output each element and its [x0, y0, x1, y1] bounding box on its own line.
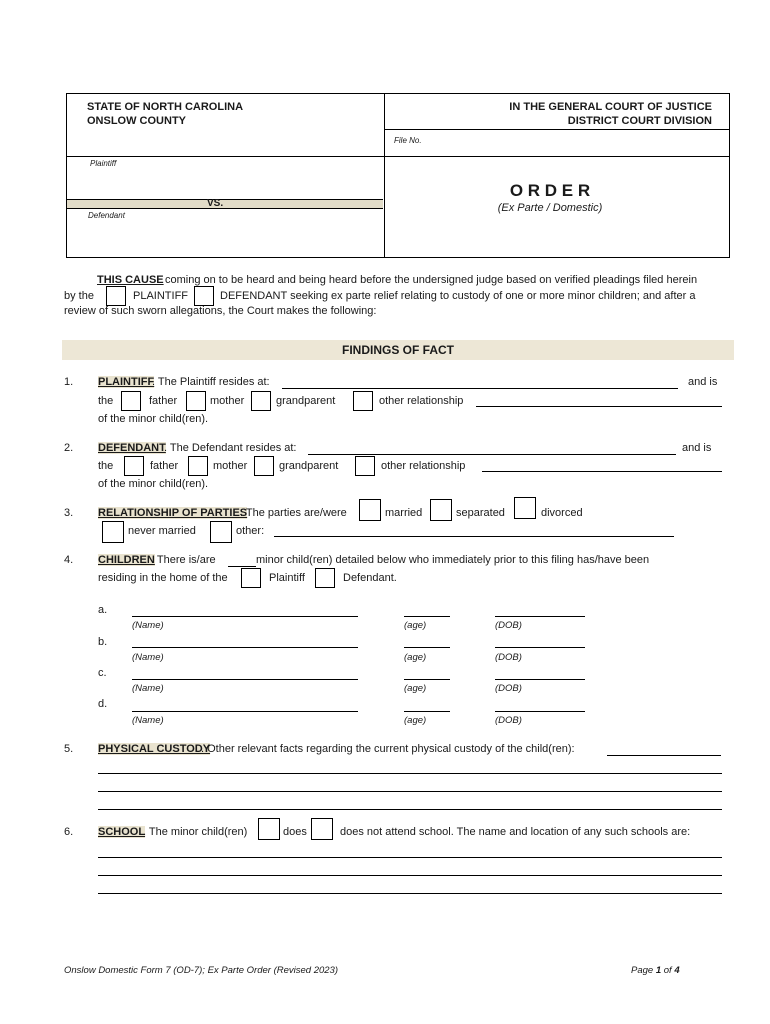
item-6-number: 6. — [64, 826, 74, 838]
footer-page — [631, 965, 680, 976]
county-label: ONSLOW COUNTY — [87, 115, 186, 127]
children-plaintiff-checkbox[interactable] — [241, 568, 261, 588]
child-age-caption: (age) — [404, 652, 427, 663]
physical-custody-text: . Other relevant facts regarding the current physical custody of the child(ren): — [201, 743, 575, 755]
footer-form-label: Onslow Domestic Form 7 (OD-7); Ex Parte Order (Revised 2023) — [64, 965, 338, 976]
plaintiff-grandparent: grandparent — [276, 395, 336, 407]
physical-custody-line[interactable] — [98, 773, 722, 774]
plaintiff-address-field[interactable] — [282, 388, 678, 389]
divorced-label: divorced — [541, 507, 583, 519]
court-label: IN THE GENERAL COURT OF JUSTICE — [509, 101, 712, 113]
plaintiff-and-is: and is — [688, 376, 718, 388]
other-relationship-field[interactable] — [274, 536, 674, 537]
item-4-number: 4. — [64, 554, 74, 566]
child-age-field[interactable] — [404, 711, 450, 712]
school-does-not-checkbox[interactable] — [311, 818, 333, 840]
plaintiff-mother: mother — [210, 395, 245, 407]
child-name-field[interactable] — [132, 711, 358, 712]
child-name-caption: (Name) — [132, 683, 164, 694]
children-section-title: CHILDREN — [98, 554, 155, 566]
children-defendant-checkbox[interactable] — [315, 568, 335, 588]
child-row-letter: a. — [98, 604, 108, 616]
defendant-the: the — [98, 460, 114, 472]
plaintiff-caption-label: Plaintiff — [90, 159, 117, 168]
defendant-mother-checkbox[interactable] — [188, 456, 208, 476]
child-row-letter: d. — [98, 698, 108, 710]
findings-header: FINDINGS OF FACT — [342, 343, 454, 357]
footer-page-total: 4 — [674, 965, 680, 976]
plaintiff-of-minor: of the minor child(ren). — [98, 413, 209, 425]
school-text-1: . The minor child(ren) — [143, 826, 248, 838]
caption-vertical-divider — [384, 93, 385, 258]
plaintiff-mother-checkbox[interactable] — [186, 391, 206, 411]
intro-plaintiff-checkbox[interactable] — [106, 286, 126, 306]
item-3-number: 3. — [64, 507, 74, 519]
physical-custody-field[interactable] — [607, 755, 721, 756]
order-subtitle: (Ex Parte / Domestic) — [497, 202, 603, 214]
plaintiff-other-relationship: other relationship — [379, 395, 464, 407]
defendant-resides-label: . The Defendant resides at: — [164, 442, 297, 454]
child-name-field[interactable] — [132, 679, 358, 680]
child-row-letter: c. — [98, 667, 107, 679]
children-text-2: minor child(ren) detailed below who immediately prior to this filing has/have been — [256, 554, 650, 566]
defendant-of-minor: of the minor child(ren). — [98, 478, 209, 490]
plaintiff-resides-label: . The Plaintiff resides at: — [152, 376, 270, 388]
defendant-and-is: and is — [682, 442, 712, 454]
never-married-label: never married — [128, 525, 196, 537]
intro-by-the: by the — [64, 290, 94, 302]
footer-page-of: of — [663, 965, 672, 976]
never-married-checkbox[interactable] — [102, 521, 124, 543]
intro-line-2: DEFENDANT seeking ex parte relief relating to custody of one or more minor children; and after a — [220, 290, 696, 302]
plaintiff-other-checkbox[interactable] — [353, 391, 373, 411]
footer-page-prefix: Page — [631, 965, 654, 976]
defendant-caption-label: Defendant — [88, 211, 125, 220]
order-title: O R D E R — [509, 181, 591, 200]
child-row-letter: b. — [98, 636, 108, 648]
child-name-field[interactable] — [132, 647, 358, 648]
intro-line-3: review of such sworn allegations, the Court makes the following: — [64, 305, 377, 317]
intro-plaintiff: PLAINTIFF — [133, 290, 189, 302]
divorced-checkbox[interactable] — [514, 497, 536, 519]
school-line[interactable] — [98, 893, 722, 894]
defendant-grandparent-checkbox[interactable] — [254, 456, 274, 476]
defendant-mother: mother — [213, 460, 248, 472]
child-age-field[interactable] — [404, 679, 450, 680]
this-cause-label: THIS CAUSE — [97, 274, 164, 286]
defendant-other-relationship: other relationship — [381, 460, 466, 472]
plaintiff-other-relationship-field[interactable] — [476, 406, 722, 407]
child-dob-caption: (DOB) — [495, 652, 522, 663]
child-dob-caption: (DOB) — [495, 715, 522, 726]
vs-label: VS. — [207, 198, 224, 209]
child-name-field[interactable] — [132, 616, 358, 617]
plaintiff-father: father — [149, 395, 178, 407]
child-dob-field[interactable] — [495, 647, 585, 648]
school-does-label: does — [283, 826, 307, 838]
child-name-caption: (Name) — [132, 620, 164, 631]
child-age-field[interactable] — [404, 616, 450, 617]
child-name-caption: (Name) — [132, 715, 164, 726]
school-section-title: SCHOOL — [98, 826, 146, 838]
other-label: other: — [236, 525, 265, 537]
child-age-caption: (age) — [404, 620, 427, 631]
school-line[interactable] — [98, 857, 722, 858]
separated-label: separated — [456, 507, 505, 519]
defendant-father: father — [150, 460, 179, 472]
married-label: married — [385, 507, 423, 519]
item-5-number: 5. — [64, 743, 74, 755]
child-dob-caption: (DOB) — [495, 683, 522, 694]
school-does-checkbox[interactable] — [258, 818, 280, 840]
defendant-grandparent: grandparent — [279, 460, 339, 472]
child-dob-caption: (DOB) — [495, 620, 522, 631]
school-text-2: does not attend school. The name and location of any such schools are: — [340, 826, 691, 838]
plaintiff-father-checkbox[interactable] — [121, 391, 141, 411]
plaintiff-the: the — [98, 395, 114, 407]
defendant-address-field[interactable] — [308, 454, 676, 455]
intro-defendant-checkbox[interactable] — [194, 286, 214, 306]
child-age-caption: (age) — [404, 683, 427, 694]
school-line[interactable] — [98, 875, 722, 876]
child-dob-field[interactable] — [495, 679, 585, 680]
relationship-section-title: RELATIONSHIP OF PARTIES — [98, 507, 248, 519]
separated-checkbox[interactable] — [430, 499, 452, 521]
item-2-number: 2. — [64, 442, 74, 454]
physical-custody-line[interactable] — [98, 809, 722, 810]
children-plaintiff: Plaintiff — [269, 572, 305, 584]
children-count-field[interactable] — [228, 566, 256, 567]
footer-page-number: 1 — [655, 965, 662, 976]
child-age-field[interactable] — [404, 647, 450, 648]
child-name-caption: (Name) — [132, 652, 164, 663]
caption-horizontal-divider-left — [66, 156, 384, 157]
defendant-section-title: DEFENDANT — [98, 442, 166, 454]
child-age-caption: (age) — [404, 715, 427, 726]
physical-custody-line[interactable] — [98, 791, 722, 792]
defendant-other-relationship-field[interactable] — [482, 471, 722, 472]
physical-custody-section-title: PHYSICAL CUSTODY — [98, 743, 211, 755]
children-text-3: residing in the home of the — [98, 572, 228, 584]
defendant-father-checkbox[interactable] — [124, 456, 144, 476]
division-label: DISTRICT COURT DIVISION — [567, 115, 712, 127]
child-dob-field[interactable] — [495, 711, 585, 712]
caption-horizontal-divider-right-top — [384, 129, 730, 130]
children-text-1: . There is/are — [151, 554, 216, 566]
file-no-label: File No. — [394, 136, 422, 145]
caption-horizontal-divider-right — [384, 156, 730, 157]
intro-line-1: coming on to be heard and being heard before the undersigned judge based on verified pleadings filed herein — [165, 274, 698, 286]
married-checkbox[interactable] — [359, 499, 381, 521]
relationship-label: . The parties are/were — [240, 507, 347, 519]
plaintiff-section-title: PLAINTIFF — [98, 376, 155, 388]
defendant-other-checkbox[interactable] — [355, 456, 375, 476]
other-relationship-checkbox[interactable] — [210, 521, 232, 543]
child-dob-field[interactable] — [495, 616, 585, 617]
vs-band — [67, 199, 383, 209]
item-1-number: 1. — [64, 376, 74, 388]
plaintiff-grandparent-checkbox[interactable] — [251, 391, 271, 411]
children-defendant: Defendant. — [343, 572, 397, 584]
state-label: STATE OF NORTH CAROLINA — [87, 101, 244, 113]
